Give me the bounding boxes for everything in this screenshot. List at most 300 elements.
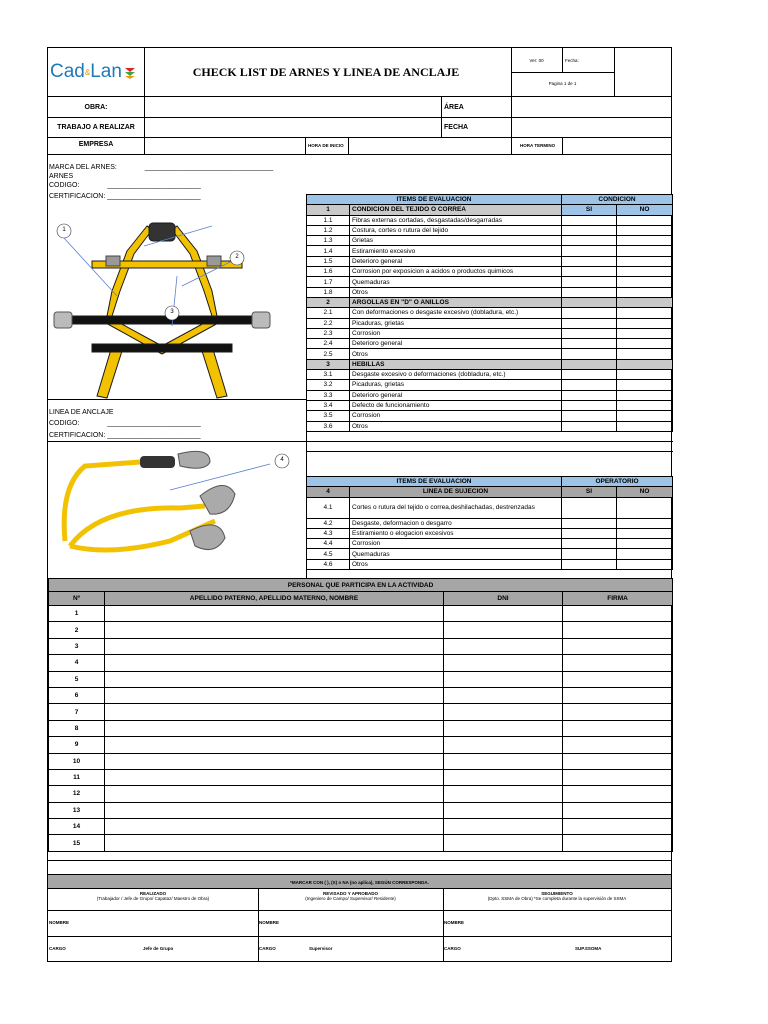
item-number: 3.4	[307, 400, 350, 410]
item-description: Defecto de funcionamiento	[350, 400, 562, 410]
name-cell[interactable]	[105, 819, 444, 835]
lanyard-image	[50, 446, 300, 576]
eval2-item-row	[307, 528, 673, 538]
name-cell[interactable]	[105, 671, 444, 687]
no-cell[interactable]	[617, 246, 673, 256]
eval1-item-row	[307, 349, 673, 359]
hora-termino-label: HORA TERMINO	[520, 143, 556, 148]
eval2-item-row	[307, 518, 673, 528]
callout-4: 4	[280, 457, 284, 463]
eval1-condicion-header: CONDICION	[562, 195, 673, 205]
eval-table-1	[306, 194, 673, 452]
personal-row	[49, 687, 673, 703]
firma-cell[interactable]	[563, 835, 673, 851]
page-title: CHECK LIST DE ARNES Y LINEA DE ANCLAJE	[192, 65, 460, 79]
eval1-item-row	[307, 277, 673, 287]
item-description: Cortes o rutura del tejido o correa,deshilachadas, destrenzadas	[350, 497, 562, 518]
dni-cell[interactable]	[444, 769, 563, 785]
si-cell[interactable]	[562, 308, 617, 318]
dni-cell[interactable]	[444, 819, 563, 835]
item-description: Costura, cortes o rutura del tejido	[350, 225, 562, 235]
no-cell[interactable]	[617, 549, 673, 559]
no-cell[interactable]	[617, 518, 673, 528]
personal-row	[49, 835, 673, 851]
personal-row	[49, 704, 673, 720]
name-cell[interactable]	[105, 753, 444, 769]
linea-codigo-label	[49, 420, 201, 427]
col-dni: DNI	[444, 592, 563, 606]
marcar-note: *MARCAR CON ( ), (X) o NA (no aplica), SEGÚN CORRESPONDA.	[48, 874, 671, 889]
dni-cell[interactable]	[444, 671, 563, 687]
item-number: 3.2	[307, 380, 350, 390]
eval2-no-header: NO	[617, 487, 673, 497]
item-number: 4.2	[307, 518, 350, 528]
eval1-no-header: NO	[617, 205, 673, 215]
firma-cell[interactable]	[563, 786, 673, 802]
item-description: Corrosion	[350, 539, 562, 549]
fecha-field[interactable]	[512, 118, 670, 136]
si-cell[interactable]	[562, 328, 617, 338]
si-cell[interactable]	[562, 411, 617, 421]
nombre-field-1[interactable]	[78, 912, 256, 934]
eval1-item-row	[307, 267, 673, 277]
name-cell[interactable]	[105, 655, 444, 671]
item-number: 2.2	[307, 318, 350, 328]
linea-certificacion-label	[49, 432, 201, 439]
item-description: Picaduras, grietas	[350, 380, 562, 390]
item-description: Picaduras, grietas	[350, 318, 562, 328]
page-number: Pagina 1 de 1	[548, 81, 577, 86]
callout-2: 2	[235, 254, 239, 260]
revisado-block	[258, 891, 443, 901]
si-cell[interactable]	[562, 518, 617, 528]
no-cell[interactable]	[617, 267, 673, 277]
firma-cell[interactable]	[563, 819, 673, 835]
dni-cell[interactable]	[444, 687, 563, 703]
arnes-certificacion-line: ________________________	[107, 193, 201, 200]
eval2-operatorio-header: OPERATORIO	[562, 477, 673, 487]
linea-codigo-text: CODIGO:	[49, 420, 80, 427]
no-cell[interactable]	[617, 380, 673, 390]
dni-cell[interactable]	[444, 638, 563, 654]
personal-row	[49, 606, 673, 622]
spacer-cell	[307, 442, 673, 452]
item-description: Desgaste excesivo o deformaciones (dobladura, etc.)	[350, 370, 562, 380]
no-cell[interactable]	[617, 328, 673, 338]
eval1-item-row	[307, 328, 673, 338]
linea-certificacion-line: ________________________	[107, 432, 201, 439]
no-cell[interactable]	[617, 528, 673, 538]
item-number: 1.8	[307, 287, 350, 297]
si-cell[interactable]	[562, 528, 617, 538]
logo-text-amp: &	[84, 67, 91, 77]
eval2-si-header: SI	[562, 487, 617, 497]
eval1-item-row	[307, 318, 673, 328]
no-cell[interactable]	[617, 287, 673, 297]
dni-cell[interactable]	[444, 622, 563, 638]
name-cell[interactable]	[105, 638, 444, 654]
si-cell[interactable]	[562, 318, 617, 328]
personal-row	[49, 720, 673, 736]
hora-termino-field[interactable]	[563, 138, 670, 153]
arnes-certificacion-text: CERTIFICACION:	[49, 193, 106, 200]
nombre-field-3[interactable]	[473, 912, 669, 934]
eval1-section-row	[307, 297, 673, 307]
spacer-row	[307, 442, 673, 452]
si-cell[interactable]	[562, 539, 617, 549]
no-cell	[617, 359, 673, 369]
si-cell[interactable]	[562, 339, 617, 349]
item-number: 1	[307, 205, 350, 215]
item-number: 4.1	[307, 497, 350, 518]
col-nombre: APELLIDO PATERNO, APELLIDO MATERNO, NOMBRE	[105, 592, 444, 606]
row-number: 8	[49, 720, 105, 736]
item-number: 1.6	[307, 267, 350, 277]
realizado-block	[48, 891, 258, 901]
item-description: Otros	[350, 559, 562, 569]
eval1-item-row	[307, 339, 673, 349]
row-number: 5	[49, 671, 105, 687]
firma-cell[interactable]	[563, 606, 673, 622]
dni-cell[interactable]	[444, 802, 563, 818]
no-cell[interactable]	[617, 421, 673, 431]
item-number: 1.7	[307, 277, 350, 287]
personal-row	[49, 769, 673, 785]
nombre-label-3: NOMBRE	[444, 920, 464, 925]
personal-table	[48, 578, 673, 852]
item-description: Deterioro general	[350, 339, 562, 349]
personal-row	[49, 655, 673, 671]
si-cell[interactable]	[562, 380, 617, 390]
no-cell[interactable]	[617, 411, 673, 421]
arnes-certificacion-label	[49, 193, 201, 200]
no-cell[interactable]	[617, 277, 673, 287]
item-number: 3.3	[307, 390, 350, 400]
callout-1: 1	[62, 227, 66, 233]
eval2-item-row	[307, 559, 673, 569]
row-number: 7	[49, 704, 105, 720]
row-number: 10	[49, 753, 105, 769]
item-number: 4.3	[307, 528, 350, 538]
hora-inicio-field[interactable]	[349, 138, 510, 153]
col-firma: FIRMA	[563, 592, 673, 606]
dni-cell[interactable]	[444, 753, 563, 769]
dni-cell[interactable]	[444, 606, 563, 622]
si-cell[interactable]	[562, 549, 617, 559]
firma-cell[interactable]	[563, 769, 673, 785]
row-number: 13	[49, 802, 105, 818]
item-description: Corrosion por exposicion a acidos o productos quimicos	[350, 267, 562, 277]
name-cell[interactable]	[105, 704, 444, 720]
cargo-label-2: CARGO	[259, 946, 276, 951]
logo-text-cad: Cad	[50, 61, 85, 82]
si-cell[interactable]	[562, 236, 617, 246]
personal-row	[49, 638, 673, 654]
eval1-item-row	[307, 370, 673, 380]
firma-cell[interactable]	[563, 687, 673, 703]
si-cell[interactable]	[562, 287, 617, 297]
eval1-item-row	[307, 225, 673, 235]
no-cell[interactable]	[617, 215, 673, 225]
si-cell[interactable]	[562, 421, 617, 431]
item-number: 1.5	[307, 256, 350, 266]
item-description: Estiramiento o elogacion excesivos	[350, 528, 562, 538]
name-cell[interactable]	[105, 737, 444, 753]
dni-cell[interactable]	[444, 737, 563, 753]
spacer-cell	[307, 431, 673, 441]
eval1-item-row	[307, 390, 673, 400]
item-description: Corrosion	[350, 411, 562, 421]
si-cell[interactable]	[562, 267, 617, 277]
no-cell[interactable]	[617, 390, 673, 400]
name-cell[interactable]	[105, 786, 444, 802]
personal-title: PERSONAL QUE PARTICIPA EN LA ACTIVIDAD	[49, 579, 673, 592]
firma-cell[interactable]	[563, 704, 673, 720]
item-description: Otros	[350, 287, 562, 297]
si-cell[interactable]	[562, 559, 617, 569]
nombre-field-2[interactable]	[288, 912, 441, 934]
col-numero: Nº	[49, 592, 105, 606]
linea-certificacion-text: CERTIFICACION:	[49, 432, 106, 439]
name-cell[interactable]	[105, 606, 444, 622]
area-label: ÁREA	[444, 104, 464, 111]
row-number: 6	[49, 687, 105, 703]
item-description: ARGOLLAS EN "D" O ANILLOS	[350, 297, 562, 307]
eval2-item-row	[307, 549, 673, 559]
item-number: 3.1	[307, 370, 350, 380]
si-cell[interactable]	[562, 390, 617, 400]
no-cell[interactable]	[617, 400, 673, 410]
name-cell[interactable]	[105, 720, 444, 736]
row-number: 3	[49, 638, 105, 654]
empresa-field[interactable]	[145, 138, 305, 153]
obra-label: OBRA:	[84, 104, 108, 111]
item-number: 4.5	[307, 549, 350, 559]
firma-cell[interactable]	[563, 802, 673, 818]
area-field[interactable]	[512, 97, 670, 116]
trabajo-field[interactable]	[145, 118, 440, 136]
eval1-item-row	[307, 421, 673, 431]
marca-arnes-label	[49, 164, 273, 171]
si-cell[interactable]	[562, 225, 617, 235]
cargo-value-3: SUP.SSOMA	[575, 946, 602, 951]
item-description: Corrosion	[350, 328, 562, 338]
row-number: 1	[49, 606, 105, 622]
item-description: Otros	[350, 349, 562, 359]
item-number: 3.6	[307, 421, 350, 431]
eval1-item-row	[307, 400, 673, 410]
item-description: CONDICION DEL TEJIDO O CORREA	[350, 205, 562, 215]
eval1-item-row	[307, 246, 673, 256]
item-number: 1.1	[307, 215, 350, 225]
personal-row	[49, 622, 673, 638]
eval2-item-row	[307, 497, 673, 518]
obra-field[interactable]	[145, 97, 440, 116]
spacer-row	[307, 431, 673, 441]
no-cell[interactable]	[617, 256, 673, 266]
arnes-codigo-label	[49, 182, 201, 189]
no-cell[interactable]	[617, 318, 673, 328]
seguimiento-sub: (Dpto. SSMA de Obra) *Se completa durante la supervisión de SSMA	[487, 896, 627, 901]
arnes-codigo-text: CODIGO:	[49, 182, 80, 189]
dni-cell[interactable]	[444, 704, 563, 720]
item-description: Grietas	[350, 236, 562, 246]
item-description: Quemaduras	[350, 277, 562, 287]
no-cell[interactable]	[617, 497, 673, 518]
callout-3: 3	[170, 309, 174, 315]
firma-cell[interactable]	[563, 753, 673, 769]
item-description: Deterioro general	[350, 256, 562, 266]
checklist-sheet	[47, 47, 672, 962]
realizado-title: REALIZADO	[139, 891, 167, 896]
firma-cell[interactable]	[563, 655, 673, 671]
row-number: 2	[49, 622, 105, 638]
nombre-label-1: NOMBRE	[49, 920, 69, 925]
row-number: 15	[49, 835, 105, 851]
personal-row	[49, 819, 673, 835]
dni-cell[interactable]	[444, 835, 563, 851]
eval1-item-row	[307, 256, 673, 266]
item-number: 2.1	[307, 308, 350, 318]
row-number: 11	[49, 769, 105, 785]
realizado-sub: (Trabajador / Jefe de Grupo/ Capataz/ Maestro de Obra)	[96, 896, 210, 901]
si-cell[interactable]	[562, 215, 617, 225]
item-description: Con deformaciones o desgaste excesivo (dobladura, etc.)	[350, 308, 562, 318]
si-cell	[562, 359, 617, 369]
no-cell[interactable]	[617, 559, 673, 569]
revisado-title: REVISADO Y APROBADO	[323, 891, 378, 896]
marca-arnes-line: _________________________________	[144, 164, 274, 171]
item-description: HEBILLAS	[350, 359, 562, 369]
firma-cell[interactable]	[563, 622, 673, 638]
no-cell[interactable]	[617, 349, 673, 359]
eval2-section-number: 4	[307, 487, 350, 497]
nombre-label-2: NOMBRE	[259, 920, 279, 925]
cargo-value-2: Supervisor	[309, 946, 333, 951]
si-cell[interactable]	[562, 256, 617, 266]
row-number: 14	[49, 819, 105, 835]
eval1-item-row	[307, 411, 673, 421]
item-description: Deterioro general	[350, 390, 562, 400]
si-cell	[562, 297, 617, 307]
empresa-label: EMPRESA	[78, 141, 114, 148]
name-cell[interactable]	[105, 622, 444, 638]
eval2-item-row	[307, 539, 673, 549]
personal-row	[49, 802, 673, 818]
si-cell[interactable]	[562, 246, 617, 256]
dni-cell[interactable]	[444, 720, 563, 736]
firma-cell[interactable]	[563, 720, 673, 736]
eval1-item-row	[307, 215, 673, 225]
item-description: Otros	[350, 421, 562, 431]
item-number: 3	[307, 359, 350, 369]
personal-row	[49, 737, 673, 753]
name-cell[interactable]	[105, 769, 444, 785]
item-description: Desgaste, deformacion o desgarro	[350, 518, 562, 528]
hora-inicio-label: HORA DE INICIO	[308, 143, 344, 148]
eval1-si-header: SI	[562, 205, 617, 215]
name-cell[interactable]	[105, 835, 444, 851]
linea-title: LINEA DE ANCLAJE	[49, 409, 114, 416]
name-cell[interactable]	[105, 687, 444, 703]
si-cell[interactable]	[562, 400, 617, 410]
no-cell	[617, 297, 673, 307]
name-cell[interactable]	[105, 802, 444, 818]
eval-table-2	[306, 476, 673, 570]
item-number: 4.6	[307, 559, 350, 569]
row-number: 4	[49, 655, 105, 671]
row-number: 9	[49, 737, 105, 753]
arnes-label: ARNES	[49, 173, 74, 180]
version-label: Ver: 00	[529, 58, 544, 63]
si-cell[interactable]	[562, 497, 617, 518]
no-cell[interactable]	[617, 308, 673, 318]
eval1-item-row	[307, 308, 673, 318]
item-number: 1.4	[307, 246, 350, 256]
eval1-header: ITEMS DE EVALUACION	[307, 195, 562, 205]
item-number: 1.2	[307, 225, 350, 235]
item-number: 2.4	[307, 339, 350, 349]
dni-cell[interactable]	[444, 655, 563, 671]
item-number: 2	[307, 297, 350, 307]
seguimiento-block	[443, 891, 671, 901]
no-cell[interactable]	[617, 225, 673, 235]
item-number: 2.5	[307, 349, 350, 359]
no-cell[interactable]	[617, 370, 673, 380]
firma-cell[interactable]	[563, 737, 673, 753]
fecha-header-label: Fecha:	[565, 58, 579, 63]
personal-row	[49, 786, 673, 802]
item-number: 1.3	[307, 236, 350, 246]
marca-arnes-text: MARCA DEL ARNES:	[49, 164, 117, 171]
logo-icon	[123, 65, 137, 79]
cargo-label-3: CARGO	[444, 946, 461, 951]
si-cell[interactable]	[562, 349, 617, 359]
si-cell[interactable]	[562, 277, 617, 287]
trabajo-label: TRABAJO A REALIZAR	[57, 124, 135, 131]
no-cell[interactable]	[617, 236, 673, 246]
item-description: Quemaduras	[350, 549, 562, 559]
si-cell[interactable]	[562, 370, 617, 380]
no-cell[interactable]	[617, 339, 673, 349]
item-description: Estiramiento excesivo	[350, 246, 562, 256]
logo-text-lan: Lan	[90, 61, 122, 82]
arnes-codigo-line: ________________________	[107, 182, 201, 189]
item-number: 4.4	[307, 539, 350, 549]
eval1-item-row	[307, 287, 673, 297]
no-cell[interactable]	[617, 539, 673, 549]
item-number: 2.3	[307, 328, 350, 338]
personal-row	[49, 671, 673, 687]
eval2-section-title: LINEA DE SUJECION	[350, 487, 562, 497]
revisado-sub: (Ingeniero de Campo/ Supervisor/ Residente)	[305, 896, 396, 901]
logo	[50, 54, 144, 90]
linea-codigo-line: ________________________	[107, 420, 201, 427]
eval1-section-row	[307, 205, 673, 215]
seguimiento-title: SEGUIMIENTO	[541, 891, 573, 896]
eval1-item-row	[307, 236, 673, 246]
item-description: Fibras externas cortadas, desgastadas/desgarradas	[350, 215, 562, 225]
firma-cell[interactable]	[563, 638, 673, 654]
personal-row	[49, 753, 673, 769]
cargo-label-1: CARGO	[49, 946, 66, 951]
firma-cell[interactable]	[563, 671, 673, 687]
dni-cell[interactable]	[444, 786, 563, 802]
eval2-header: ITEMS DE EVALUACION	[307, 477, 562, 487]
item-number: 3.5	[307, 411, 350, 421]
eval1-section-row	[307, 359, 673, 369]
cargo-value-1: Jefe de Grupo	[143, 946, 174, 951]
